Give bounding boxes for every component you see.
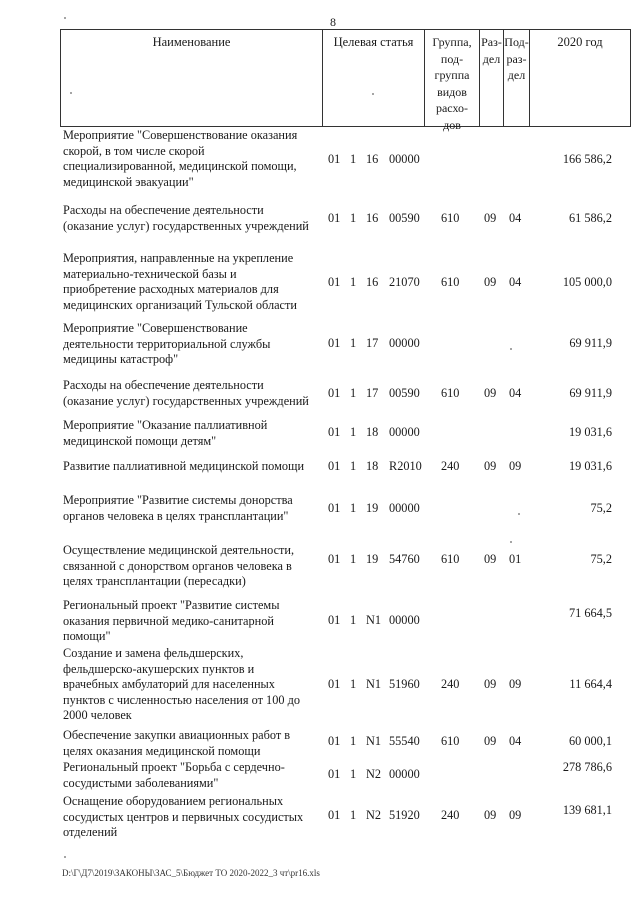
row-name: Развитие паллиативной медицинской помощи: [63, 459, 305, 473]
scan-speck: [510, 541, 512, 543]
header-target-article-cell: [322, 29, 425, 127]
expense-group: 240: [441, 459, 460, 473]
razdel: 09: [484, 459, 497, 473]
amount: 75,2: [590, 501, 612, 515]
amount: 61 586,2: [568, 211, 612, 225]
row-name: Мероприятия, направленные на укрепление материально-технической базы и приобретение расходных материалов для медицинских организаций Тульской области: [63, 251, 297, 312]
cs-direction: 51960: [389, 677, 420, 691]
cs-event: 17: [366, 386, 379, 400]
cs-subprogram: 1: [350, 808, 357, 822]
header-year-cell: [529, 29, 631, 127]
header-target-article: Целевая статья: [333, 35, 414, 49]
cs-direction: 00000: [389, 501, 420, 515]
cs-program: 01: [328, 275, 341, 289]
cs-subprogram: 1: [350, 275, 357, 289]
amount: 19 031,6: [568, 425, 612, 439]
row-name: Создание и замена фельдшерских, фельдшерско-акушерских пунктов и врачебных амбулаторий для населенных пунктов с численностью населения от 100 до 2000 человек: [63, 646, 300, 723]
cs-event: 16: [366, 275, 379, 289]
razdel: 09: [484, 552, 497, 566]
razdel: 09: [484, 386, 497, 400]
header-group-cell: [424, 29, 480, 132]
cs-event: N1: [366, 677, 382, 691]
row-name: Мероприятие "Совершенствование деятельности территориальной службы медицины катастроф": [63, 321, 271, 367]
amount: 69 911,9: [569, 386, 612, 400]
razdel: 09: [484, 677, 497, 691]
cs-subprogram: 1: [350, 552, 357, 566]
amount: 69 911,9: [569, 336, 612, 350]
cs-direction: 00000: [389, 152, 420, 166]
cs-program: 01: [328, 808, 341, 822]
cs-direction: 55540: [389, 734, 420, 748]
razdel: 09: [484, 808, 497, 822]
cs-event: 16: [366, 152, 379, 166]
cs-program: 01: [328, 552, 341, 566]
scan-speck: [64, 856, 66, 858]
header-name: Наименование: [152, 35, 231, 49]
cs-event: 17: [366, 336, 379, 350]
row-name: Обеспечение закупки авиационных работ в целях оказания медицинской помощи: [63, 728, 291, 758]
cs-event: N1: [366, 734, 382, 748]
page-number: 8: [330, 15, 336, 29]
cs-subprogram: 1: [350, 613, 357, 627]
cs-event: 19: [366, 501, 379, 515]
cs-program: 01: [328, 767, 341, 781]
cs-event: 19: [366, 552, 379, 566]
cs-program: 01: [328, 336, 341, 350]
podrazdel: 04: [509, 211, 522, 225]
podrazdel: 09: [509, 677, 522, 691]
amount: 11 664,4: [569, 677, 612, 691]
cs-event: N2: [366, 767, 382, 781]
header-podrazdel: Под- раз- дел: [504, 35, 529, 82]
cs-program: 01: [328, 211, 341, 225]
scan-speck: [518, 513, 520, 515]
cs-subprogram: 1: [350, 152, 357, 166]
podrazdel: 01: [509, 552, 522, 566]
cs-direction: 21070: [389, 275, 420, 289]
header-group: Группа, под- группа видов расхо- дов: [432, 35, 472, 132]
amount: 60 000,1: [568, 734, 612, 748]
amount: 105 000,0: [562, 275, 612, 289]
scan-speck: [70, 92, 72, 94]
row-name: Расходы на обеспечение деятельности (оказание услуг) государственных учреждений: [63, 203, 309, 233]
cs-program: 01: [328, 613, 341, 627]
cs-program: 01: [328, 386, 341, 400]
cs-event: N1: [366, 613, 382, 627]
cs-direction: 00590: [389, 386, 420, 400]
cs-subprogram: 1: [350, 336, 357, 350]
cs-subprogram: 1: [350, 425, 357, 439]
expense-group: 610: [441, 211, 460, 225]
cs-program: 01: [328, 425, 341, 439]
amount: 166 586,2: [562, 152, 612, 166]
row-name: Оснащение оборудованием региональных сосудистых центров и первичных сосудистых отделений: [63, 794, 304, 840]
header-razdel-cell: [479, 29, 504, 127]
row-name: Расходы на обеспечение деятельности (оказание услуг) государственных учреждений: [63, 378, 309, 408]
cs-subprogram: 1: [350, 211, 357, 225]
cs-direction: 00000: [389, 425, 420, 439]
expense-group: 240: [441, 808, 460, 822]
cs-subprogram: 1: [350, 386, 357, 400]
expense-group: 610: [441, 552, 460, 566]
cs-direction: 54760: [389, 552, 420, 566]
cs-event: 16: [366, 211, 379, 225]
expense-group: 610: [441, 275, 460, 289]
amount: 75,2: [590, 552, 612, 566]
cs-direction: 51920: [389, 808, 420, 822]
cs-event: 18: [366, 425, 379, 439]
row-name: Мероприятие "Совершенствование оказания скорой, в том числе скорой специализированной, медицинской помощи, медицинской эвакуации": [63, 128, 298, 189]
amount: 71 664,5: [568, 606, 612, 620]
cs-program: 01: [328, 734, 341, 748]
row-name: Мероприятие "Оказание паллиативной медицинской помощи детям": [63, 418, 268, 448]
cs-program: 01: [328, 459, 341, 473]
cs-direction: 00590: [389, 211, 420, 225]
expense-group: 240: [441, 677, 460, 691]
podrazdel: 04: [509, 386, 522, 400]
amount: 139 681,1: [562, 803, 612, 817]
row-name: Осуществление медицинской деятельности, связанной с донорством органов человека в целях трансплантации (пересадки): [63, 543, 295, 589]
cs-subprogram: 1: [350, 734, 357, 748]
podrazdel: 04: [509, 275, 522, 289]
row-name: Региональный проект "Развитие системы оказания первичной медико-санитарной помощи": [63, 598, 280, 644]
podrazdel: 04: [509, 734, 522, 748]
cs-subprogram: 1: [350, 501, 357, 515]
razdel: 09: [484, 734, 497, 748]
cs-event: N2: [366, 808, 382, 822]
cs-subprogram: 1: [350, 677, 357, 691]
cs-program: 01: [328, 152, 341, 166]
cs-subprogram: 1: [350, 459, 357, 473]
scan-speck: [510, 348, 512, 350]
amount: 278 786,6: [562, 760, 612, 774]
cs-direction: 00000: [389, 613, 420, 627]
header-year: 2020 год: [557, 35, 603, 49]
row-name: Мероприятие "Развитие системы донорства органов человека в целях трансплантации": [63, 493, 293, 523]
podrazdel: 09: [509, 808, 522, 822]
cs-direction: 00000: [389, 767, 420, 781]
header-name-cell: [60, 29, 323, 127]
row-name: Региональный проект "Борьба с сердечно- сосудистыми заболеваниями": [63, 760, 285, 790]
scan-speck: [64, 17, 66, 19]
expense-group: 610: [441, 386, 460, 400]
cs-direction: 00000: [389, 336, 420, 350]
header-razdel: Раз- дел: [481, 35, 502, 66]
header-podrazdel-cell: [503, 29, 530, 127]
podrazdel: 09: [509, 459, 522, 473]
cs-program: 01: [328, 501, 341, 515]
expense-group: 610: [441, 734, 460, 748]
amount: 19 031,6: [568, 459, 612, 473]
razdel: 09: [484, 275, 497, 289]
file-path-footer: D:\Г\Д7\2019\ЗАКОНЫ\ЗАС_5\Бюджет ТО 2020-2022_3 чт\pr16.xls: [62, 868, 320, 878]
cs-event: 18: [366, 459, 379, 473]
cs-direction: R2010: [389, 459, 422, 473]
scan-speck: [372, 93, 374, 95]
razdel: 09: [484, 211, 497, 225]
cs-program: 01: [328, 677, 341, 691]
cs-subprogram: 1: [350, 767, 357, 781]
